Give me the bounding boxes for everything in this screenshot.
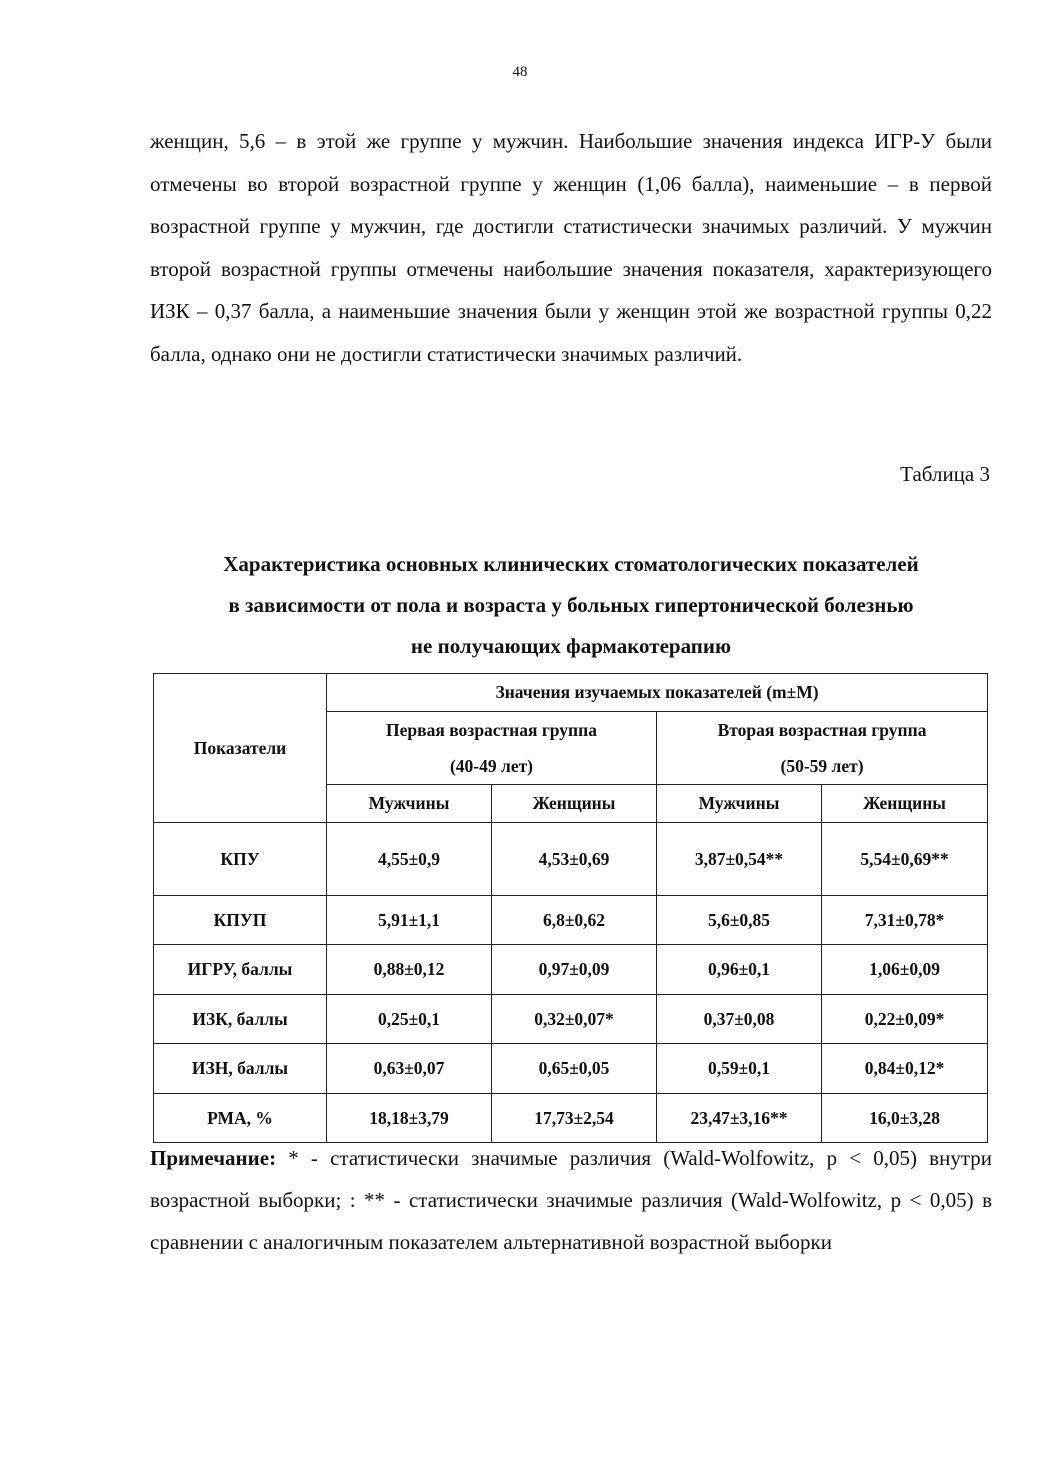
table-cell: 0,97±0,09 [492, 945, 657, 995]
table-cell: 0,63±0,07 [327, 1044, 492, 1094]
table-cell: 1,06±0,09 [822, 945, 988, 995]
table-label: Таблица 3 [900, 462, 990, 486]
table-row [154, 1044, 988, 1094]
table-cell: 23,47±3,16** [657, 1094, 822, 1143]
table-cell: 0,37±0,08 [657, 995, 822, 1044]
header-sex: Женщины [822, 785, 988, 823]
header-group-2 [657, 712, 988, 785]
table-row [154, 896, 988, 945]
header-values: Значения изучаемых показателей (m±M) [327, 674, 988, 712]
table-cell: 4,53±0,69 [492, 823, 657, 896]
row-label: РМА, % [154, 1094, 327, 1143]
indicators-table [153, 673, 988, 1143]
table-row [154, 1094, 988, 1143]
row-label: ИГРУ, баллы [154, 945, 327, 995]
table-cell: 5,6±0,85 [657, 896, 822, 945]
group-1-name: Первая возрастная группа [386, 720, 597, 740]
row-label: КПУ [154, 823, 327, 896]
table-cell: 0,88±0,12 [327, 945, 492, 995]
table-title-line-1: Характеристика основных клинических стоматологических показателей [223, 552, 919, 576]
group-2-ages: (50-59 лет) [780, 756, 864, 776]
table-cell: 7,31±0,78* [822, 896, 988, 945]
table-cell: 5,91±1,1 [327, 896, 492, 945]
header-indicators: Показатели [154, 674, 327, 823]
row-label: КПУП [154, 896, 327, 945]
table-title-line-2: в зависимости от пола и возраста у больных гипертонической болезнью [228, 593, 914, 617]
table-cell: 3,87±0,54** [657, 823, 822, 896]
table-cell: 17,73±2,54 [492, 1094, 657, 1143]
table-cell: 0,32±0,07* [492, 995, 657, 1044]
table-cell: 18,18±3,79 [327, 1094, 492, 1143]
table-cell: 0,22±0,09* [822, 995, 988, 1044]
table-cell: 0,25±0,1 [327, 995, 492, 1044]
table-cell: 0,96±0,1 [657, 945, 822, 995]
header-sex: Мужчины [657, 785, 822, 823]
table-title [150, 544, 992, 667]
table-cell: 4,55±0,9 [327, 823, 492, 896]
group-2-name: Вторая возрастная группа [717, 720, 927, 740]
header-sex: Женщины [492, 785, 657, 823]
table-note [150, 1137, 992, 1263]
table-cell: 6,8±0,62 [492, 896, 657, 945]
group-1-ages: (40-49 лет) [449, 756, 534, 776]
table-cell: 0,84±0,12* [822, 1044, 988, 1094]
paragraph-text: женщин, 5,6 – в этой же группе у мужчин. Наибольшие значения индекса ИГР-У были отмечены во второй возрастной группе у женщин (1,06 балла), наименьшие – в первой возрастной группе у мужчин, где достигли статистически значимых различий. У мужчин второй возрастной группы отмечены наибольшие значения показателя, характеризующего ИЗК – 0,37 балла, а наименьшие значения были у женщин этой же возрастной группы 0,22 балла, однако они не достигли статистически значимых различий. [150, 129, 992, 366]
table-cell: 0,59±0,1 [657, 1044, 822, 1094]
body-paragraph [150, 120, 992, 375]
header-sex: Мужчины [327, 785, 492, 823]
header-group-1 [327, 712, 657, 785]
table-row [154, 945, 988, 995]
table-cell: 16,0±3,28 [822, 1094, 988, 1143]
row-label: ИЗН, баллы [154, 1044, 327, 1094]
table-header-row [154, 674, 988, 712]
note-label: Примечание: [150, 1146, 277, 1170]
table-cell: 5,54±0,69** [822, 823, 988, 896]
table-row [154, 823, 988, 896]
table-title-line-3: не получающих фармакотерапию [410, 634, 732, 658]
table-cell: 0,65±0,05 [492, 1044, 657, 1094]
note-text: * - статистически значимые различия (Wald-Wolfowitz, p < 0,05) внутри возрастной выборки; : ** - статистически значимые различия (Wald-Wolfowitz, p < 0,05) в сравнении с аналогичным показателем альтернативной возрастной выборки [150, 1146, 992, 1254]
row-label: ИЗК, баллы [154, 995, 327, 1044]
table-row [154, 995, 988, 1044]
page-number: 48 [512, 64, 528, 80]
